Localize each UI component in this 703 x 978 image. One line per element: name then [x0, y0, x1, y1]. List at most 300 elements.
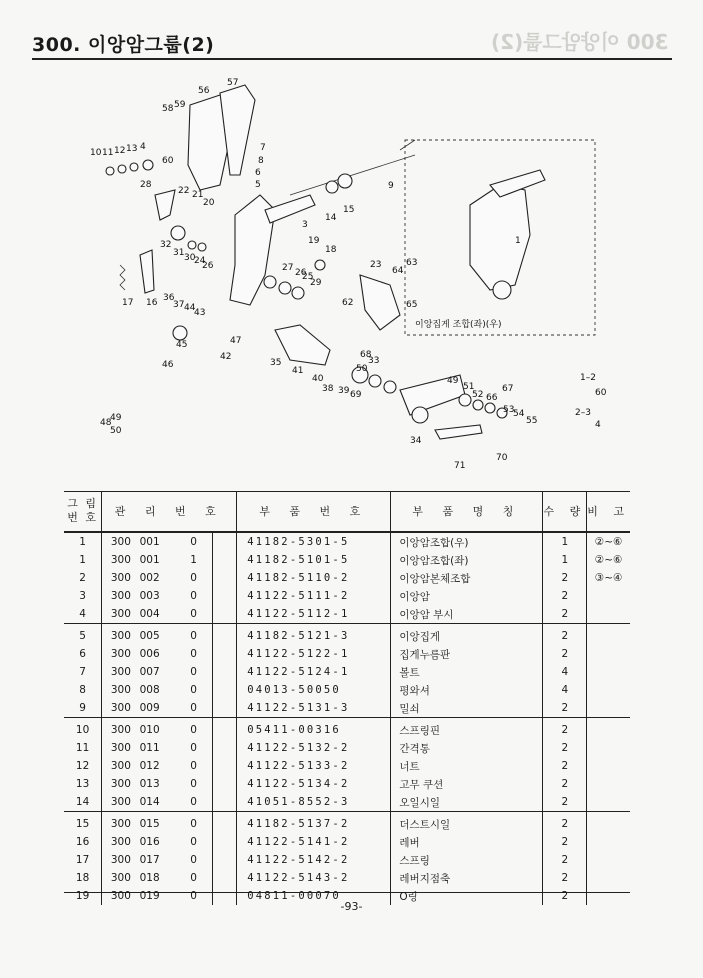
part-name-cell: 고무 쿠션 — [391, 775, 543, 793]
fig-no-cell: 12 — [64, 757, 102, 775]
fig-no-cell: 18 — [64, 869, 102, 887]
callout-66: 66 — [486, 393, 498, 403]
callout-13: 13 — [126, 144, 138, 154]
callout-28: 28 — [140, 180, 152, 190]
part-number-cell: 41122-5131-3 — [237, 699, 391, 718]
nut-drawing — [130, 163, 138, 171]
table-row — [64, 587, 630, 605]
quantity-cell: 4 — [543, 681, 587, 699]
callout-7: 7 — [260, 143, 266, 153]
callout-19: 19 — [308, 236, 320, 246]
part-25-drawing — [292, 287, 304, 299]
mgmt-seq-cell: 017 — [139, 854, 160, 866]
part-number-cell: 41122-5134-2 — [237, 775, 391, 793]
callout-70: 70 — [496, 453, 508, 463]
part-number-cell: 04811-00070 — [237, 887, 391, 905]
table-header-row — [64, 491, 630, 532]
quantity-cell: 2 — [543, 887, 587, 905]
callout-31: 31 — [173, 248, 185, 258]
callout-58: 58 — [162, 104, 174, 114]
mgmt-seq-cell: 018 — [139, 872, 160, 884]
callout-24: 24 — [194, 256, 206, 266]
table-row — [64, 812, 630, 834]
mgmt-variant-cell: 0 — [175, 887, 212, 905]
fig-no-cell: 6 — [64, 645, 102, 663]
quantity-cell: 2 — [543, 645, 587, 663]
part-name-cell: 간격통 — [391, 739, 543, 757]
mgmt-blank-cell — [213, 605, 237, 624]
table-body — [64, 532, 630, 905]
mgmt-blank-cell — [213, 775, 237, 793]
mgmt-group-cell: 300 — [110, 890, 131, 902]
mgmt-group-cell: 300 — [110, 760, 131, 772]
seal-14-drawing — [326, 181, 338, 193]
table-row — [64, 775, 630, 793]
callout-52: 52 — [472, 390, 484, 400]
bracket-70-drawing — [435, 425, 482, 439]
part-name-cell: 집게누름판 — [391, 645, 543, 663]
mgmt-seq-cell: 004 — [140, 605, 175, 624]
callout-30: 30 — [184, 253, 196, 263]
part-number-cell: 41182-5137-2 — [237, 812, 391, 834]
part-number-cell: 41122-5112-1 — [237, 605, 391, 624]
table-row — [64, 699, 630, 718]
mgmt-variant-cell: 0 — [175, 757, 212, 775]
fig-no-cell: 8 — [64, 681, 102, 699]
mgmt-group-cell: 300 — [110, 666, 131, 678]
mgmt-blank-cell — [213, 624, 237, 646]
callout-12: 12 — [114, 146, 126, 156]
mgmt-seq-cell: 003 — [139, 590, 160, 602]
fig-no-cell: 14 — [64, 793, 102, 812]
note-cell: ②~⑥ — [594, 536, 623, 548]
table-row — [64, 605, 630, 624]
mgmt-variant-cell: 0 — [175, 869, 212, 887]
mgmt-seq-cell: 013 — [139, 778, 160, 790]
part-18-drawing — [315, 260, 325, 270]
callout-26: 26 — [202, 261, 214, 271]
part-30-drawing — [188, 241, 196, 249]
fig-no-cell: 1 — [64, 551, 102, 569]
fig-no-cell: 11 — [64, 739, 102, 757]
quantity-cell: 2 — [543, 793, 587, 812]
header-part-no: 부 품 번 호 — [237, 491, 391, 532]
mgmt-group-cell: 300 — [110, 630, 131, 642]
mgmt-seq-cell: 001 — [139, 536, 160, 548]
mgmt-variant-cell: 0 — [175, 532, 212, 551]
part-name-cell: 레버 — [391, 833, 543, 851]
mgmt-variant-cell: 0 — [175, 812, 212, 834]
callout-6: 6 — [255, 168, 261, 178]
spacer-drawing — [118, 165, 126, 173]
callout-45: 45 — [176, 340, 188, 350]
part-name-cell: 이앙암본체조합 — [391, 569, 543, 587]
mgmt-variant-cell: 0 — [175, 851, 212, 869]
note-cell — [587, 718, 630, 740]
part-name-cell: O링 — [391, 887, 543, 905]
callout-3: 3 — [302, 220, 308, 230]
table-row — [64, 739, 630, 757]
part-67-drawing — [485, 403, 495, 413]
callout-64: 64 — [392, 266, 404, 276]
table-row — [64, 718, 630, 740]
mgmt-group-cell: 300 — [110, 818, 131, 830]
table-row — [64, 645, 630, 663]
fig-no-cell: 15 — [64, 812, 102, 834]
quantity-cell: 4 — [543, 663, 587, 681]
part-name-cell: 더스트시일 — [391, 812, 543, 834]
parts-table — [64, 491, 630, 905]
part-number-cell: 04013-50050 — [237, 681, 391, 699]
mgmt-blank-cell — [213, 833, 237, 851]
shaft-drawing — [265, 195, 315, 223]
part-27-drawing — [264, 276, 276, 288]
mgmt-blank-cell — [213, 718, 237, 740]
table-row — [64, 663, 630, 681]
note-cell — [587, 757, 630, 775]
fig-no-cell: 2 — [64, 569, 102, 587]
callout-33: 33 — [368, 356, 380, 366]
part-name-cell: 이앙암조합(좌) — [391, 551, 543, 569]
callout-15: 15 — [343, 205, 355, 215]
callout-56: 56 — [198, 86, 210, 96]
mgmt-seq-cell: 007 — [139, 666, 160, 678]
note-cell — [587, 775, 630, 793]
callout-20: 20 — [203, 198, 215, 208]
part-name-cell: 너트 — [391, 757, 543, 775]
table-row — [64, 793, 630, 812]
part-49-drawing — [459, 394, 471, 406]
mgmt-variant-cell: 0 — [175, 569, 212, 587]
quantity-cell: 2 — [543, 569, 587, 587]
callout-57: 57 — [227, 78, 239, 88]
callout-43: 43 — [194, 308, 206, 318]
callout-26: 26 — [295, 268, 307, 278]
table-row — [64, 569, 630, 587]
table-row — [64, 851, 630, 869]
part-number-cell: 41182-5301-5 — [237, 532, 391, 551]
part-name-cell: 이앙암 — [391, 587, 543, 605]
part-number-cell: 41122-5122-1 — [237, 645, 391, 663]
quantity-cell: 2 — [543, 699, 587, 718]
callout-10: 10 — [90, 148, 102, 158]
part-name-cell: 볼트 — [391, 663, 543, 681]
cushion-drawing — [143, 160, 153, 170]
part-name-cell: 평와셔 — [391, 681, 543, 699]
mgmt-seq-cell: 012 — [139, 760, 160, 772]
mgmt-seq-cell: 008 — [139, 684, 160, 696]
note-cell — [587, 699, 630, 718]
arm-lower-drawing — [275, 325, 330, 365]
callout-47: 47 — [230, 336, 242, 346]
mgmt-blank-cell — [213, 739, 237, 757]
mgmt-blank-cell — [213, 851, 237, 869]
callout-62: 62 — [342, 298, 354, 308]
part-32-drawing — [171, 226, 185, 240]
mgmt-group-cell: 300 — [110, 836, 131, 848]
quantity-cell: 1 — [543, 551, 587, 569]
callout-32: 32 — [160, 240, 172, 250]
mgmt-variant-cell: 1 — [175, 551, 212, 569]
callout-14: 14 — [325, 213, 337, 223]
bleed-through-text: 300 이양암그룹(2) — [491, 30, 669, 54]
callout-71: 71 — [454, 461, 466, 471]
part-number-cell: 41122-5132-2 — [237, 739, 391, 757]
mgmt-seq-cell: 016 — [139, 836, 160, 848]
callout-29: 29 — [310, 278, 322, 288]
mgmt-group-cell: 300 — [110, 684, 131, 696]
part-34-drawing — [412, 407, 428, 423]
quantity-cell: 1 — [543, 532, 587, 551]
fig-no-cell: 10 — [64, 718, 102, 740]
mgmt-seq-cell: 014 — [140, 793, 175, 812]
callout-5: 5 — [255, 180, 261, 190]
callout-59: 59 — [174, 100, 186, 110]
fig-no-cell: 5 — [64, 624, 102, 646]
part-38-drawing — [369, 375, 381, 387]
part-name-cell: 이앙암조합(우) — [391, 532, 543, 551]
callout-41: 41 — [292, 366, 304, 376]
note-cell: ②~⑥ — [594, 554, 623, 566]
fig-no-cell: 17 — [64, 851, 102, 869]
inset-claw-drawing — [470, 185, 530, 290]
callout-54: 54 — [513, 409, 525, 419]
side-reference: 4 — [595, 420, 601, 430]
side-reference: 60 — [595, 388, 607, 398]
callout-67: 67 — [502, 384, 514, 394]
fig-no-cell: 9 — [64, 699, 102, 718]
rod-end-drawing — [400, 140, 415, 150]
part-number-cell: 41182-5121-3 — [237, 624, 391, 646]
callout-46: 46 — [162, 360, 174, 370]
quantity-cell: 2 — [543, 739, 587, 757]
callout-44: 44 — [184, 303, 196, 313]
mgmt-group-cell: 300 — [110, 572, 131, 584]
part-name-cell: 레버지점축 — [391, 869, 543, 887]
part-name-cell: 오일시일 — [391, 793, 543, 812]
mgmt-variant-cell: 0 — [175, 699, 212, 718]
callout-11: 11 — [102, 148, 114, 158]
mgmt-seq-cell: 010 — [139, 724, 160, 736]
mgmt-variant-cell: 0 — [175, 605, 212, 624]
mgmt-variant-cell: 0 — [175, 663, 212, 681]
mgmt-seq-cell: 011 — [139, 742, 160, 754]
part-name-cell: 이앙암 부시 — [391, 605, 543, 624]
callout-22: 22 — [178, 186, 190, 196]
mgmt-group-cell: 300 — [102, 793, 140, 812]
callout-69: 69 — [350, 390, 362, 400]
part-name-cell: 스프링핀 — [391, 718, 543, 740]
callout-34: 34 — [410, 436, 422, 446]
callout-48: 48 — [100, 418, 112, 428]
mgmt-blank-cell — [213, 793, 237, 812]
mgmt-group-cell: 300 — [110, 872, 131, 884]
note-cell — [587, 869, 630, 887]
note-cell — [587, 681, 630, 699]
callout-16: 16 — [146, 298, 158, 308]
mgmt-blank-cell — [213, 569, 237, 587]
header-rule — [32, 58, 672, 60]
callout-42: 42 — [220, 352, 232, 362]
mgmt-group-cell: 300 — [110, 724, 131, 736]
callout-23: 23 — [370, 260, 382, 270]
table-row — [64, 681, 630, 699]
quantity-cell: 2 — [543, 757, 587, 775]
pin-drawing — [106, 167, 114, 175]
mgmt-blank-cell — [213, 869, 237, 887]
callout-25: 25 — [302, 272, 314, 282]
fig-no-cell: 7 — [64, 663, 102, 681]
part-number-cell: 41182-5101-5 — [237, 551, 391, 569]
note-cell: ③~④ — [594, 572, 623, 584]
quantity-cell: 2 — [543, 624, 587, 646]
callout-49: 49 — [110, 413, 122, 423]
callout-68: 68 — [360, 350, 372, 360]
diagram-svg — [70, 75, 630, 475]
mgmt-group-cell: 300 — [110, 590, 131, 602]
note-cell — [587, 624, 630, 646]
note-cell — [587, 605, 630, 624]
callout-4: 4 — [140, 142, 146, 152]
lever-28-drawing — [155, 190, 175, 220]
callout-50: 50 — [356, 364, 368, 374]
mgmt-variant-cell: 0 — [175, 775, 212, 793]
mgmt-seq-cell: 006 — [139, 648, 160, 660]
quantity-cell: 2 — [543, 775, 587, 793]
mgmt-group-cell: 300 — [110, 854, 131, 866]
fig-no-cell: 4 — [64, 605, 102, 624]
header-fig-no: 그 림 번 호 — [64, 491, 102, 532]
mgmt-variant-cell: 0 — [175, 681, 212, 699]
mgmt-blank-cell — [213, 699, 237, 718]
mgmt-variant-cell: 0 — [175, 624, 212, 646]
page-title: 300. 이앙암그룹(2) — [32, 34, 215, 56]
fig-no-cell: 13 — [64, 775, 102, 793]
note-cell — [587, 851, 630, 869]
part-name-cell: 스프링 — [391, 851, 543, 869]
side-reference: 1–2 — [580, 373, 596, 383]
callout-55: 55 — [526, 416, 538, 426]
header-qty: 수 량 — [543, 491, 587, 532]
mgmt-seq-cell: 015 — [139, 818, 160, 830]
header-note: 비 고 — [587, 491, 630, 532]
callout-21: 21 — [192, 190, 204, 200]
table-row — [64, 757, 630, 775]
part-number-cell: 41051-8552-3 — [237, 793, 391, 812]
mgmt-blank-cell — [213, 757, 237, 775]
mgmt-blank-cell — [213, 587, 237, 605]
callout-37: 37 — [173, 300, 185, 310]
inset-cushion-drawing — [493, 281, 511, 299]
part-39-drawing — [384, 381, 396, 393]
note-cell — [587, 812, 630, 834]
part-number-cell: 41122-5142-2 — [237, 851, 391, 869]
mgmt-group-cell: 300 — [110, 648, 131, 660]
part-51-drawing — [473, 400, 483, 410]
note-cell — [587, 833, 630, 851]
quantity-cell: 2 — [543, 869, 587, 887]
part-number-cell: 41122-5143-2 — [237, 869, 391, 887]
callout-53: 53 — [503, 405, 515, 415]
mgmt-seq-cell: 002 — [139, 572, 160, 584]
callout-9: 9 — [388, 181, 394, 191]
callout-40: 40 — [312, 374, 324, 384]
callout-49: 49 — [447, 376, 459, 386]
callout-18: 18 — [325, 245, 337, 255]
part-number-cell: 41122-5124-1 — [237, 663, 391, 681]
table-row — [64, 833, 630, 851]
part-name-cell: 이앙집게 — [391, 624, 543, 646]
table-row — [64, 869, 630, 887]
mgmt-seq-cell: 001 — [139, 554, 160, 566]
table-row — [64, 551, 630, 569]
lever-16-drawing — [140, 250, 154, 293]
callout-38: 38 — [322, 384, 334, 394]
callout-27: 27 — [282, 263, 294, 273]
part-number-cell: 41122-5111-2 — [237, 587, 391, 605]
mgmt-blank-cell — [213, 812, 237, 834]
part-26-drawing — [279, 282, 291, 294]
rod-drawing — [290, 155, 415, 195]
fig-no-cell: 1 — [64, 532, 102, 551]
mgmt-group-cell: 300 — [110, 778, 131, 790]
fig-no-cell: 3 — [64, 587, 102, 605]
quantity-cell: 2 — [543, 833, 587, 851]
quantity-cell: 2 — [543, 605, 587, 624]
seal-15-drawing — [338, 174, 352, 188]
note-cell — [587, 663, 630, 681]
mgmt-blank-cell — [213, 663, 237, 681]
page-number: -93- — [340, 900, 363, 913]
mgmt-group-cell: 300 — [110, 742, 131, 754]
part-24-drawing — [198, 243, 206, 251]
quantity-cell: 2 — [543, 851, 587, 869]
fig-no-cell: 19 — [64, 887, 102, 905]
callout-8: 8 — [258, 156, 264, 166]
note-cell — [587, 587, 630, 605]
callout-60: 60 — [162, 156, 174, 166]
arm-23-drawing — [360, 275, 400, 330]
quantity-cell: 2 — [543, 587, 587, 605]
spring-17-drawing — [120, 265, 125, 290]
mgmt-group-cell: 300 — [102, 699, 140, 718]
mgmt-group-cell: 300 — [110, 536, 131, 548]
part-number-cell: 41182-5110-2 — [237, 569, 391, 587]
mgmt-blank-cell — [213, 551, 237, 569]
note-cell — [587, 739, 630, 757]
mgmt-variant-cell: 0 — [175, 833, 212, 851]
mgmt-blank-cell — [213, 532, 237, 551]
mgmt-seq-cell: 005 — [139, 630, 160, 642]
note-cell — [587, 793, 630, 812]
mgmt-seq-cell: 019 — [139, 890, 160, 902]
table-row — [64, 532, 630, 551]
callout-1: 1 — [515, 236, 521, 246]
part-number-cell: 41122-5133-2 — [237, 757, 391, 775]
callout-63: 63 — [406, 258, 418, 268]
table-row — [64, 624, 630, 646]
part-number-cell: 05411-00316 — [237, 718, 391, 740]
note-cell — [587, 645, 630, 663]
mgmt-variant-cell: 0 — [175, 739, 212, 757]
callout-17: 17 — [122, 298, 134, 308]
part-45-drawing — [173, 326, 187, 340]
mgmt-variant-cell: 0 — [175, 718, 212, 740]
side-reference: 2–3 — [575, 408, 591, 418]
callout-50: 50 — [110, 426, 122, 436]
exploded-parts-diagram — [70, 75, 630, 475]
callout-51: 51 — [463, 382, 475, 392]
